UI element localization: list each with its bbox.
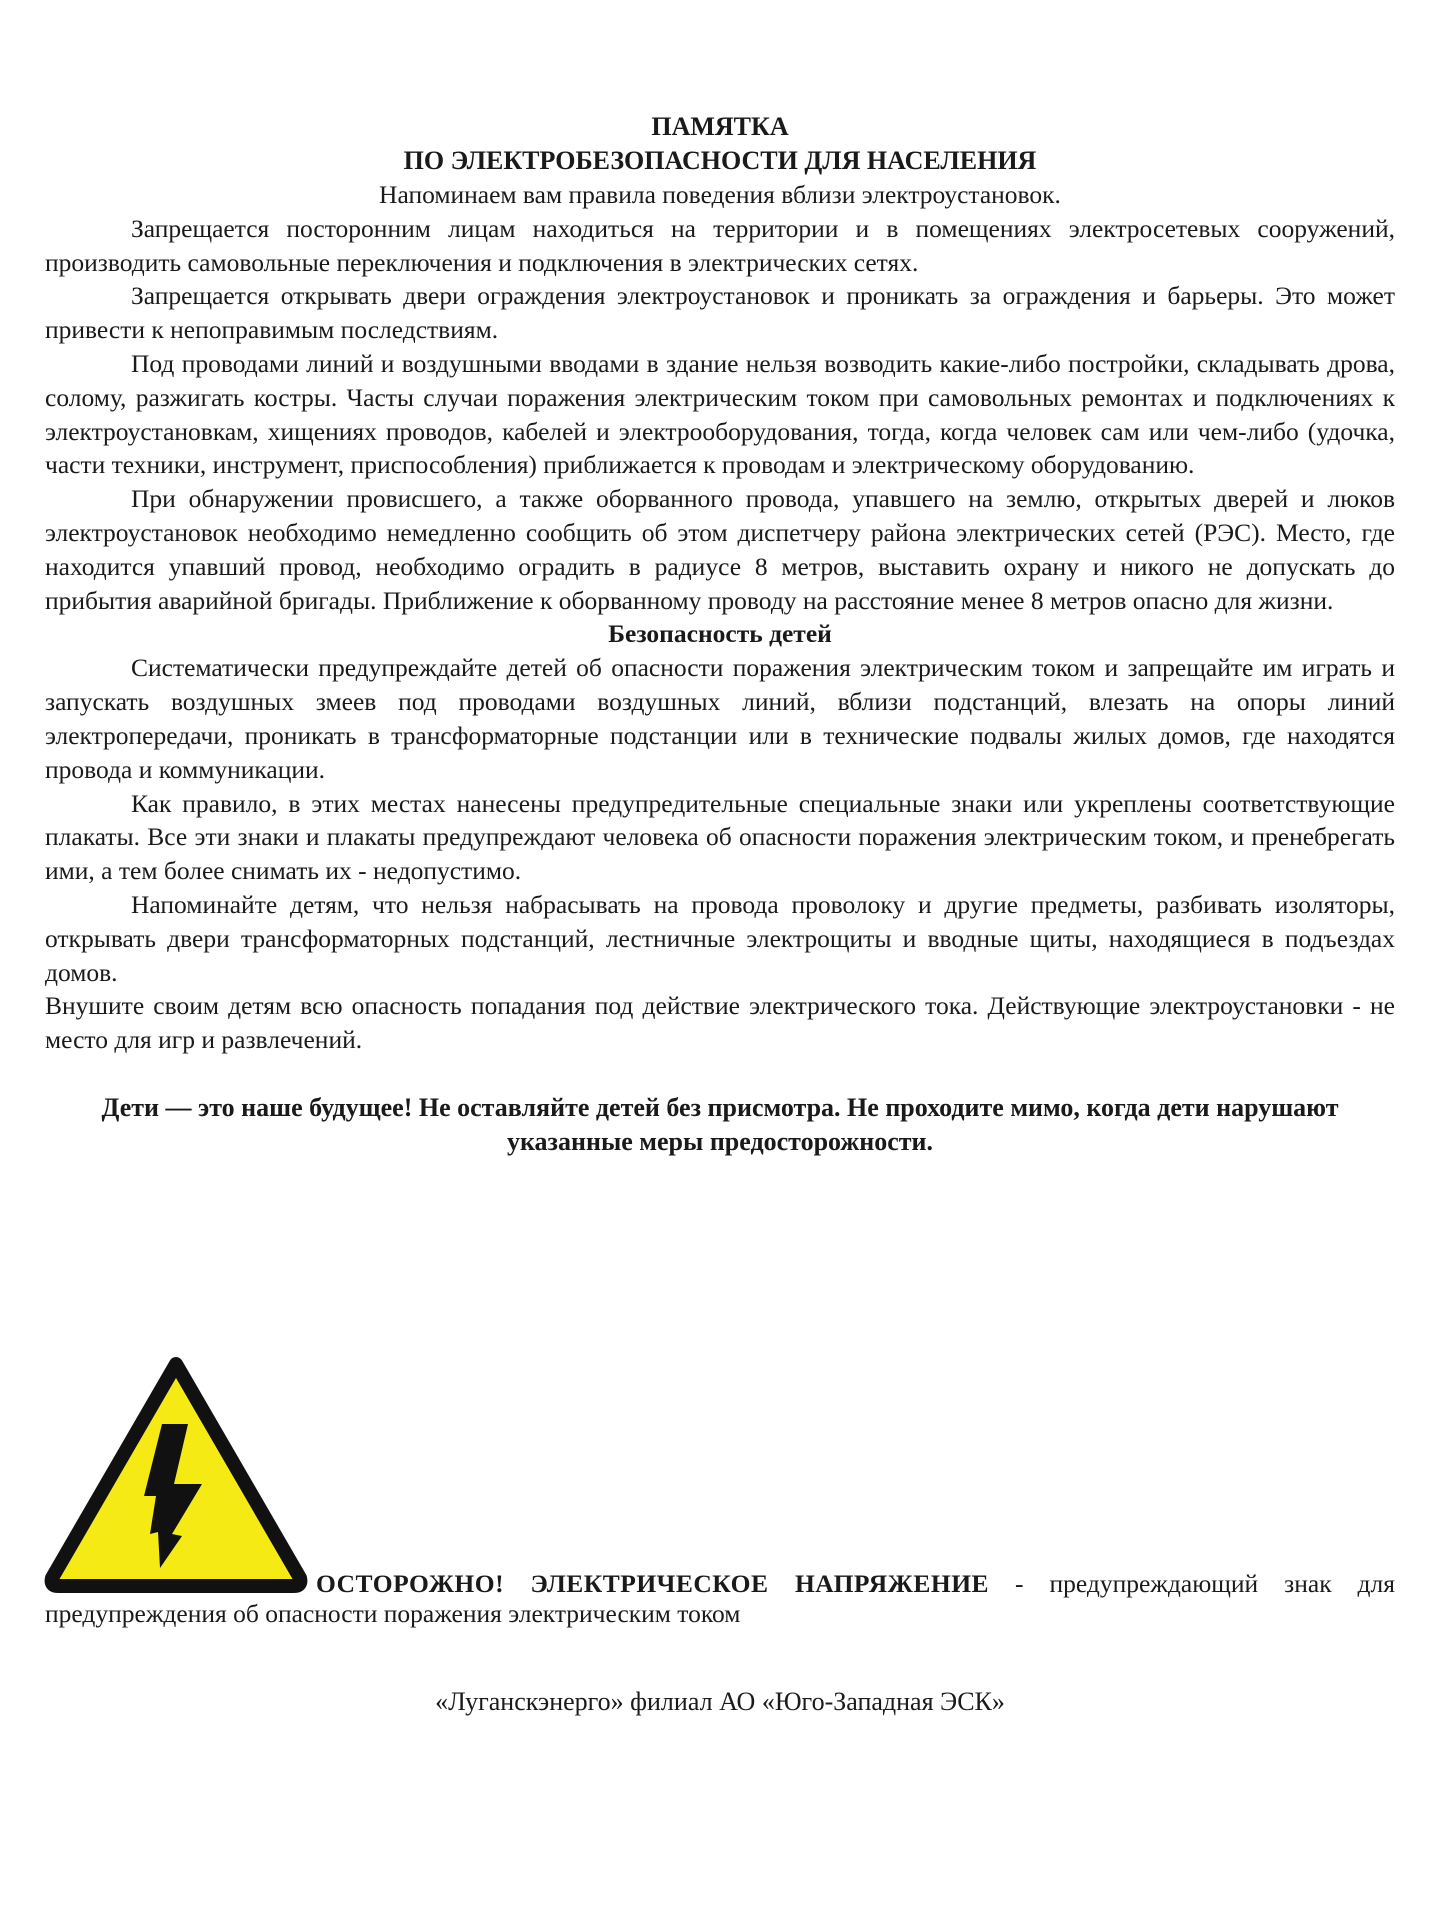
intro-text: Напоминаем вам правила поведения вблизи электроустановок. [379, 180, 1061, 209]
footer-organization: «Луганскэнерго» филиал АО «Юго-Западная ЭСК» [435, 1687, 1005, 1716]
paragraph-children-1: Систематически предупреждайте детей об опасности поражения электрическим током и запрещайте им играть и запускать воздушных змеев под проводами воздушных линий, вблизи подстанций, влезать на опоры линий электропередачи, проникать в трансформаторные подстанции или в технические подвалы жилых домов, где находятся провода и коммуникации. [45, 653, 1395, 784]
paragraph-closing: Внушите своим детям всю опасность попадания под действие электрического тока. Действующие электроустановки - не место для игр и развлечений. [45, 991, 1395, 1055]
paragraph-broken-wire: При обнаружении провисшего, а также оборванного провода, упавшего на землю, открытых дверей и люков электроустановок необходимо немедленно сообщить об этом диспетчеру района электрических сетей (РЭС). Место, где находится упавший провод, необходимо оградить в радиусе 8 метров, выставить охрану и никого не допускать до прибытия аварийной бригады. Приближение к оборванному проводу на расстояние менее 8 метров опасно для жизни. [45, 484, 1395, 615]
paragraph-power-lines: Под проводами линий и воздушными вводами в здание нельзя возводить какие-либо постройки, складывать дрова, солому, разжигать костры. Часты случаи поражения электрическим током при самовольных ремонтах и подключениях к электроустановкам, хищениях проводов, кабелей и электрооборудования, тогда, когда человек сам или чем-либо (удочка, части техники, инструмент, приспособления) приближается к проводам и электрическому оборудованию. [45, 348, 1395, 480]
memo-body [45, 110, 1395, 1159]
title-line-1: ПАМЯТКА [651, 112, 789, 141]
warning-description-end: предупреждения об опасности поражения электрическим током [45, 1599, 741, 1628]
high-voltage-warning-icon [44, 1356, 308, 1594]
warning-title: ОСТОРОЖНО! ЭЛЕКТРИЧЕСКОЕ НАПРЯЖЕНИЕ [316, 1569, 990, 1598]
children-safety-heading: Безопасность детей [608, 619, 832, 649]
paragraph-restriction-2: Запрещается открывать двери ограждения электроустановок и проникать за ограждения и барьеры. Это может привести к непоправимым последствиям. [45, 281, 1395, 345]
slogan-text: Дети — это наше будущее! Не оставляйте детей без присмотра. Не проходите мимо, когда дети нарушают указанные меры предосторожности. [101, 1092, 1339, 1156]
paragraph-children-3: Напоминайте детям, что нельзя набрасывать на провода проволоку и другие предметы, разбивать изоляторы, открывать двери трансформаторных подстанций, лестничные электрощиты и вводные щиты, находящиеся в подъездах домов. [45, 889, 1395, 987]
paragraph-children-2: Как правило, в этих местах нанесены предупредительные специальные знаки или укреплены соответствующие плакаты. Все эти знаки и плакаты предупреждают человека об опасности поражения электрическим током, и пренебрегать ими, а тем более снимать их - недопустимо. [45, 788, 1395, 886]
paragraph-restriction-1: Запрещается посторонним лицам находиться на территории и в помещениях электросетевых сооружений, производить самовольные переключения и подключения в электрических сетях. [45, 213, 1395, 277]
spacer [45, 1057, 1395, 1091]
title-line-2: ПО ЭЛЕКТРОБЕЗОПАСНОСТИ ДЛЯ НАСЕЛЕНИЯ [403, 146, 1037, 175]
warning-description-start: - предупреждающий знак для [989, 1569, 1395, 1598]
